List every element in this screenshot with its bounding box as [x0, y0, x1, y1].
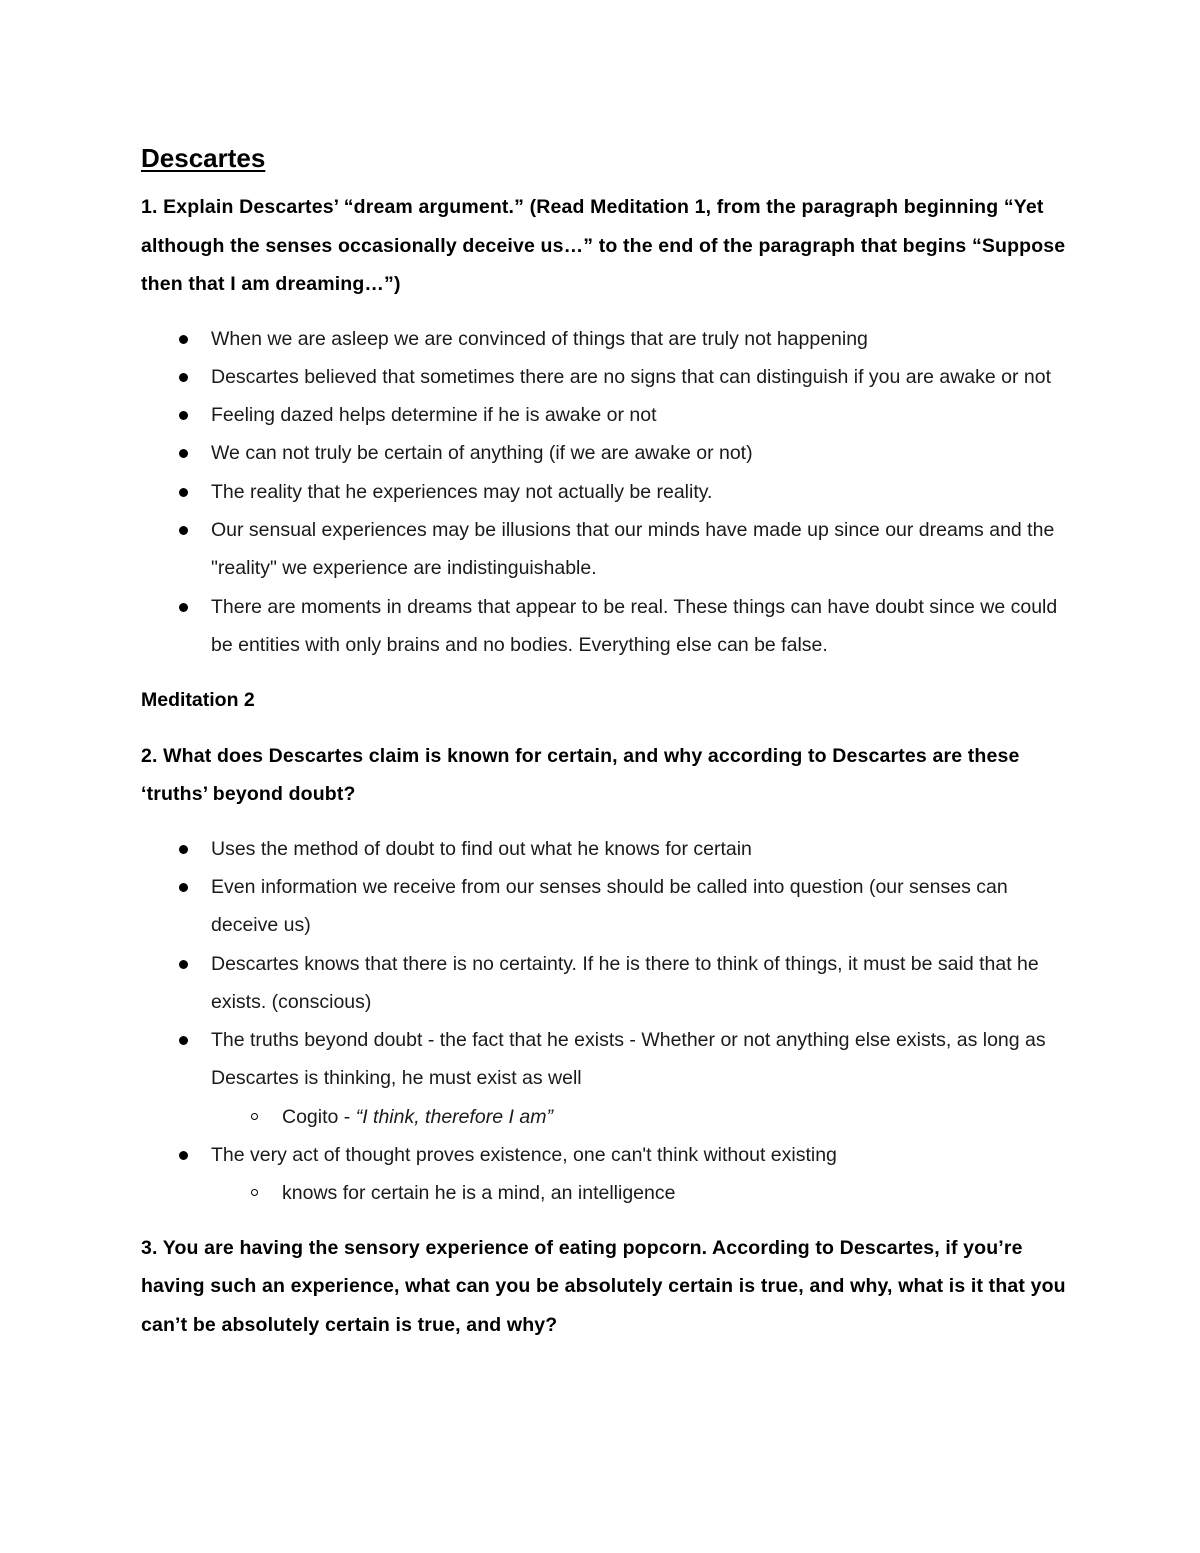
bullet-icon: [179, 488, 188, 497]
question-3: 3. You are having the sensory experience of eating popcorn. According to Descartes, if you’re having such an experience, what can you be absolutely certain is true, and why, what is it that you can’t be absolutely certain is true, and why?: [141, 1236, 1066, 1336]
list-item: The very act of thought proves existence, one can't think without existing knows for certain he is a mind, an intelligence: [141, 1136, 1071, 1213]
list-item: Our sensual experiences may be illusions that our minds have made up since our dreams and the "reality" we experience are indistinguishable.: [141, 511, 1071, 588]
bullet-icon: [179, 411, 188, 420]
sub-list: [211, 1098, 1071, 1136]
list-item: Feeling dazed helps determine if he is awake or not: [141, 396, 1071, 434]
sub-list: [211, 1174, 1071, 1212]
list-item: There are moments in dreams that appear to be real. These things can have doubt since we could be entities with only brains and no bodies. Everything else can be false.: [141, 588, 1071, 665]
sub-list-item: knows for certain he is a mind, an intelligence: [211, 1174, 1071, 1212]
document-title: Descartes: [141, 143, 266, 173]
list-item: Descartes believed that sometimes there are no signs that can distinguish if you are awake or not: [141, 358, 1071, 396]
question-1-answers: [141, 320, 1071, 665]
bullet-icon: [179, 960, 188, 969]
question-2: 2. What does Descartes claim is known for certain, and why according to Descartes are these ‘truths’ beyond doubt?: [141, 744, 1020, 806]
bullet-icon: [179, 1151, 188, 1160]
list-item: When we are asleep we are convinced of things that are truly not happening: [141, 320, 1071, 358]
list-item: We can not truly be certain of anything (if we are awake or not): [141, 434, 1071, 472]
bullet-icon: [179, 526, 188, 535]
hollow-bullet-icon: [251, 1113, 258, 1120]
document-page: [141, 138, 1071, 1344]
list-item: Descartes knows that there is no certainty. If he is there to think of things, it must be said that he exists. (conscious): [141, 945, 1071, 1022]
cogito-quote: “I think, therefore I am”: [355, 1105, 553, 1128]
hollow-bullet-icon: [251, 1189, 258, 1196]
bullet-icon: [179, 1036, 188, 1045]
meditation-2-heading: Meditation 2: [141, 689, 255, 712]
bullet-icon: [179, 883, 188, 892]
list-item: Uses the method of doubt to find out what he knows for certain: [141, 830, 1071, 868]
bullet-icon: [179, 603, 188, 612]
list-item: Even information we receive from our senses should be called into question (our senses can deceive us): [141, 868, 1071, 945]
list-item: The reality that he experiences may not actually be reality.: [141, 473, 1071, 511]
list-item: The truths beyond doubt - the fact that he exists - Whether or not anything else exists, as long as Descartes is thinking, he must exist as well Cogito - “I think, therefore I am”: [141, 1021, 1071, 1136]
bullet-icon: [179, 335, 188, 344]
bullet-icon: [179, 449, 188, 458]
bullet-icon: [179, 845, 188, 854]
question-1: 1. Explain Descartes’ “dream argument.” (Read Meditation 1, from the paragraph beginning “Yet although the senses occasionally deceive us…” to the end of the paragraph that begins “Suppose then that I am dreaming…”): [141, 196, 1066, 295]
sub-list-item: Cogito - “I think, therefore I am”: [211, 1098, 1071, 1136]
bullet-icon: [179, 373, 188, 382]
question-2-answers: [141, 830, 1071, 1213]
